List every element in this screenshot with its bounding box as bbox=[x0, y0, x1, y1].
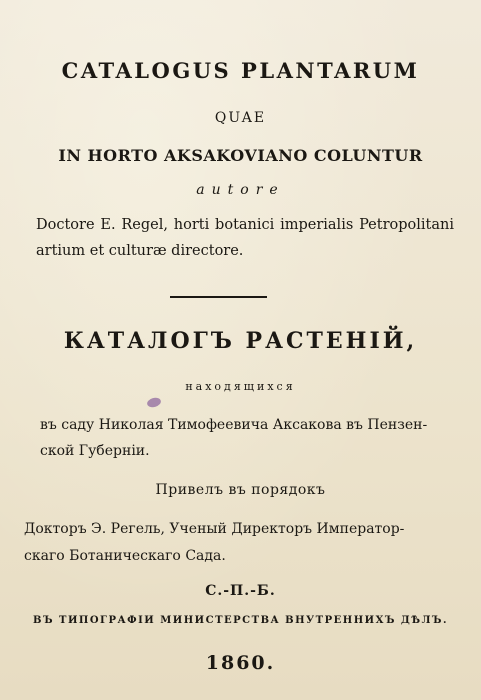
in-horto-line: IN HORTO AKSAKOVIANO COLUNTUR bbox=[58, 146, 423, 165]
latin-title: CATALOGUS PLANTARUM bbox=[61, 58, 420, 83]
ink-stamp-mark bbox=[146, 396, 162, 408]
location-line-1: въ саду Николая Тимофеевича Аксакова въ Пензен- bbox=[40, 417, 428, 433]
author-latin: Doctore E. Regel, horti botanici imperialis Petropolitani artium et culturæ directore. bbox=[36, 217, 454, 259]
city-line: С.-П.-Б. bbox=[205, 583, 276, 599]
nakhod-line: находящихся bbox=[185, 380, 296, 393]
arranged-line: Привелъ въ порядокъ bbox=[155, 482, 326, 498]
year-line: 1860. bbox=[205, 652, 276, 674]
author-ru-line-2: скаго Ботаническаго Сада. bbox=[24, 548, 226, 564]
title-divider bbox=[170, 296, 267, 298]
autore-line: autore bbox=[196, 182, 285, 198]
author-ru-paragraph bbox=[24, 516, 464, 570]
russian-title: КАТАЛОГЪ РАСТЕНІЙ, bbox=[63, 328, 418, 354]
quae-line: QUAE bbox=[214, 110, 267, 126]
location-paragraph bbox=[40, 412, 448, 464]
printer-line: ВЪ ТИПОГРАФІИ МИНИСТЕРСТВА ВНУТРЕННИХЪ ДѢЛЪ. bbox=[33, 615, 448, 626]
location-line-2: ской Губерніи. bbox=[40, 443, 150, 459]
author-ru-line-1: Докторъ Э. Регель, Ученый Директоръ Император- bbox=[24, 521, 405, 537]
